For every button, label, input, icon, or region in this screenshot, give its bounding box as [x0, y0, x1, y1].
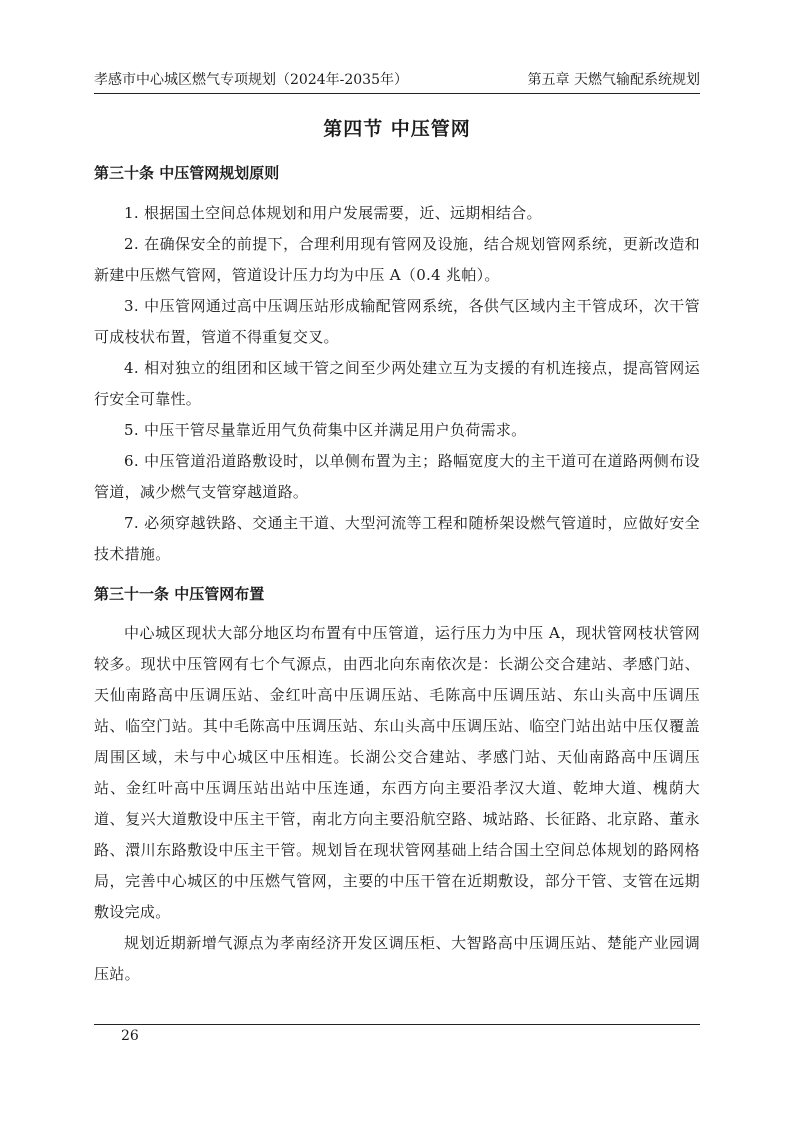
article-31-heading: 第三十一条 中压管网布置	[94, 585, 265, 603]
article-31-paragraph: 规划近期新增气源点为孝南经济开发区调压柜、大智路高中压调压站、楚能产业园调压站。	[94, 934, 700, 983]
article-30-paragraph: 3. 中压管网通过高中压调压站形成输配管网系统，各供气区域内主干管成环，次干管可成枝状布置，管道不得重复交叉。	[94, 297, 700, 346]
article-30-heading: 第三十条 中压管网规划原则	[94, 164, 280, 182]
article-31-paragraph: 中心城区现状大部分地区均布置有中压管道，运行压力为中压 A，现状管网枝状管网较多。现状中压管网有七个气源点，由西北向东南依次是：长湖公交合建站、孝感门站、天仙南路高中压调压站、金红叶高中压调压站、毛陈高中压调压站、东山头高中压调压站、临空门站。其中毛陈高中压调压站、东山头高中压调压站、临空门站出站中压仅覆盖周围区域，未与中心城区中压相连。长湖公交合建站、孝感门站、天仙南路高中压调压站、金红叶高中压调压站出站中压连通，东西方向主要沿孝汉大道、乾坤大道、槐荫大道、复兴大道敷设中压主干管，南北方向主要沿航空路、城站路、长征路、北京路、董永路、澴川东路敷设中压主干管。规划旨在现状管网基础上结合国土空间总体规划的路网格局，完善中心城区的中压燃气管网，主要的中压干管在近期敷设，部分干管、支管在远期敷设完成。	[94, 624, 700, 921]
page-number: 26	[121, 1028, 139, 1044]
section-title: 第四节 中压管网	[323, 118, 471, 140]
running-header	[94, 70, 700, 92]
header-document-title: 孝感市中心城区燃气专项规划（2024年-2035年）	[94, 72, 408, 88]
article-31-body	[94, 618, 700, 990]
article-30-paragraph: 7. 必须穿越铁路、交通主干道、大型河流等工程和随桥架设燃气管道时，应做好安全技术措施。	[94, 514, 700, 563]
header-divider	[94, 93, 700, 94]
article-30-paragraph: 6. 中压管道沿道路敷设时，以单侧布置为主；路幅宽度大的主干道可在道路两侧布设管道，减少燃气支管穿越道路。	[94, 452, 700, 501]
article-30-paragraph: 5. 中压干管尽量靠近用气负荷集中区并满足用户负荷需求。	[124, 421, 527, 439]
article-30-paragraph: 1. 根据国土空间总体规划和用户发展需要，近、远期相结合。	[124, 204, 542, 222]
article-30-paragraph: 4. 相对独立的组团和区域干管之间至少两处建立互为支援的有机连接点，提高管网运行安全可靠性。	[94, 359, 700, 408]
article-30-paragraph: 2. 在确保安全的前提下，合理利用现有管网及设施，结合规划管网系统，更新改造和新建中压燃气管网，管道设计压力均为中压 A（0.4 兆帕）。	[94, 235, 700, 284]
footer-divider	[94, 1024, 700, 1025]
article-30-body	[94, 198, 700, 570]
header-chapter-title: 第五章 天燃气输配系统规划	[527, 72, 700, 88]
